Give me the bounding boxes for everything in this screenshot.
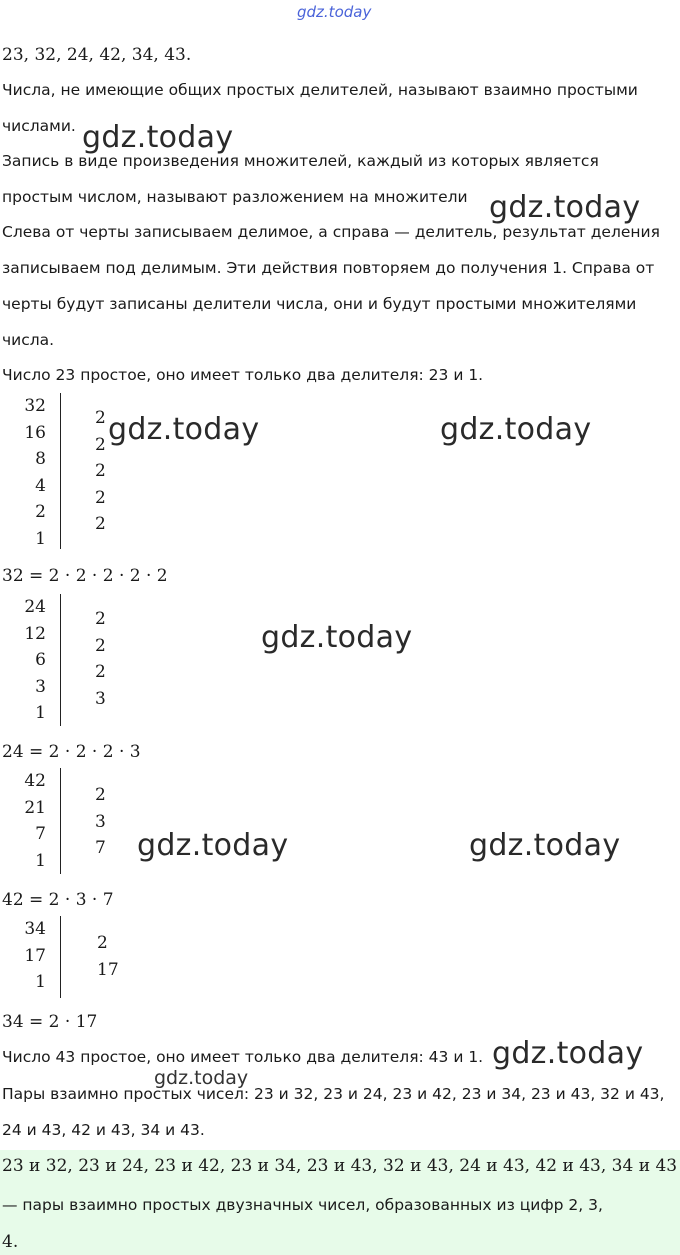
p3-line1: Слева от черты записываем делимое, а справа — делитель, результат деления: [2, 223, 660, 241]
watermark: gdz.today: [137, 828, 289, 863]
division-bar: [60, 916, 61, 998]
top-watermark: gdz.today: [297, 3, 372, 21]
answer-line1: 23 и 32, 23 и 24, 23 и 42, 23 и 34, 23 и 43, 32 и 43, 24 и 43, 42 и 43, 34 и 43: [2, 1156, 678, 1176]
division-bar: [60, 594, 61, 726]
p2-line1: Запись в виде произведения множителей, каждый из которых является: [2, 152, 599, 170]
p1-line1: Числа, не имеющие общих простых делителей, называют взаимно простыми: [2, 81, 638, 99]
division-bar: [60, 393, 61, 549]
p1-line2: числами.: [2, 117, 76, 135]
watermark: gdz.today: [82, 120, 234, 155]
watermark: gdz.today: [440, 412, 592, 447]
result-42: 42 = 2 · 3 · 7: [2, 890, 114, 910]
dividends-32: 32 16 8 4 2 1: [24, 396, 46, 549]
pairs-line2: 24 и 43, 42 и 43, 34 и 43.: [2, 1121, 205, 1139]
result-34: 34 = 2 · 17: [2, 1012, 98, 1032]
dividends-42: 42 21 7 1: [24, 771, 46, 871]
division-bar: [60, 768, 61, 874]
divisors-42: 2 3 7: [95, 785, 106, 858]
watermark: gdz.today: [108, 412, 260, 447]
p3-line4: числа.: [2, 331, 55, 349]
pairs-line1: Пары взаимно простых чисел: 23 и 32, 23 и 24, 23 и 42, 23 и 34, 23 и 43, 32 и 43,: [2, 1085, 665, 1103]
result-24: 24 = 2 · 2 · 2 · 3: [2, 742, 141, 762]
divisors-32: 2 2 2 2 2: [95, 408, 106, 534]
numbers-line: 23, 32, 24, 42, 34, 43.: [2, 45, 192, 65]
watermark: gdz.today: [261, 620, 413, 655]
p3-line3: черты будут записаны делители числа, они и будут простыми множителями: [2, 295, 637, 313]
watermark: gdz.today: [154, 1067, 249, 1089]
watermark: gdz.today: [489, 190, 641, 225]
answer-line2: — пары взаимно простых двузначных чисел, образованных из цифр 2, 3,: [2, 1196, 603, 1214]
watermark: gdz.today: [469, 828, 621, 863]
dividends-24: 24 12 6 3 1: [24, 597, 46, 723]
prime-43: Число 43 простое, оно имеет только два делителя: 43 и 1.: [2, 1048, 484, 1066]
watermark: gdz.today: [492, 1036, 644, 1071]
divisors-34: 2 17: [97, 933, 119, 980]
divisors-24: 2 2 2 3: [95, 609, 106, 709]
prime-23: Число 23 простое, оно имеет только два делителя: 23 и 1.: [2, 366, 484, 384]
dividends-34: 34 17 1: [24, 919, 46, 992]
p2-line2: простым числом, называют разложением на множители: [2, 188, 468, 206]
p3-line2: записываем под делимым. Эти действия повторяем до получения 1. Справа от: [2, 259, 655, 277]
result-32: 32 = 2 · 2 · 2 · 2 · 2: [2, 566, 168, 586]
answer-line3: 4.: [2, 1232, 19, 1252]
